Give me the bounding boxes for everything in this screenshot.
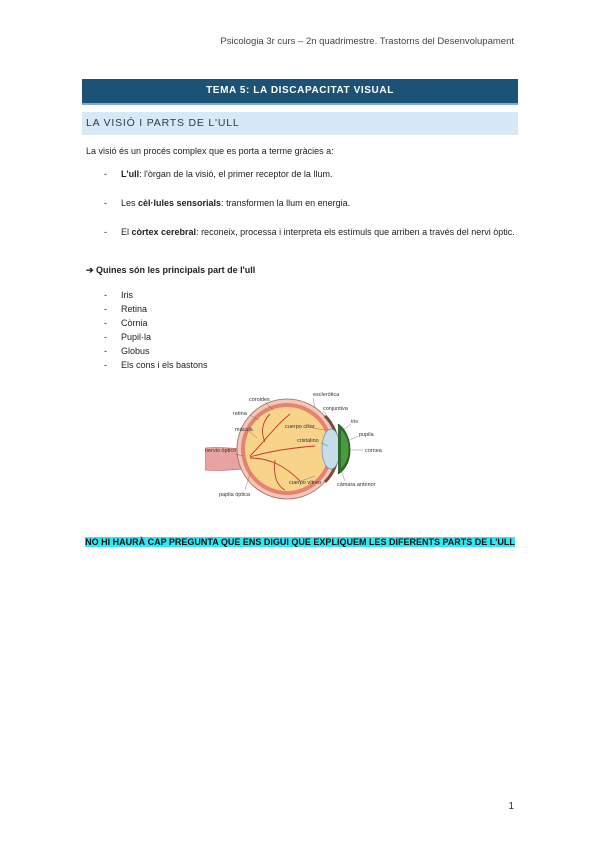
label-cuerpo-vitreo: cuerpo vítreo [289,480,322,486]
highlighted-notice-text: NO HI HAURÀ CAP PREGUNTA QUE ENS DIGUI QUE EXPLIQUEM LES DIFERENTS PARTS DE L'ULL [85,537,515,547]
label-camara-anterior: cámara anterior [337,482,376,488]
question-heading: ➔ Quines són les principals part de l'ull [86,265,256,275]
label-papila-optica: papila óptica [219,492,250,498]
label-macula: mácula [235,427,253,433]
bullet-text: Les cèl·lules sensorials: transformen la llum en energia. [121,198,351,208]
eye-anatomy-diagram [205,386,397,504]
label-iris: iris [351,419,359,425]
exam-notice [82,536,518,549]
label-pupila: pupila [359,432,374,438]
bullet-dash: - [104,198,107,208]
label-retina: retina [233,411,247,417]
section-heading [82,112,518,135]
intro-paragraph: La visió és un procés complex que es porta a terme gràcies a: [86,146,334,156]
page-header: Psicologia 3r curs – 2n quadrimestre. Trastorns del Desenvolupament [220,36,514,47]
label-cuerpo-ciliar: cuerpo ciliar [285,424,315,430]
label-cristalino: cristalino [297,438,319,444]
bullet-text: El còrtex cerebral: reconeix, processa i interpreta els estímuls que arriben a través del nervi òptic. [121,227,515,237]
document-title: TEMA 5: LA DISCAPACITAT VISUAL [82,79,518,105]
section-heading-text: LA VISIÓ I PARTS DE L'ULL [86,117,240,129]
page-number: 1 [508,801,514,812]
label-coroides: coroides [249,397,270,403]
bullet-dash: - [104,169,107,179]
label-esclerotica: esclerótica [313,392,340,398]
label-conjuntiva: conjuntiva [323,406,348,412]
bullet-text: L'ull: l'òrgan de la visió, el primer receptor de la llum. [121,169,333,179]
label-cornea: cornea [365,448,382,454]
label-nervio-optico: nervio óptico [205,448,237,454]
bullet-dash: - [104,227,107,237]
